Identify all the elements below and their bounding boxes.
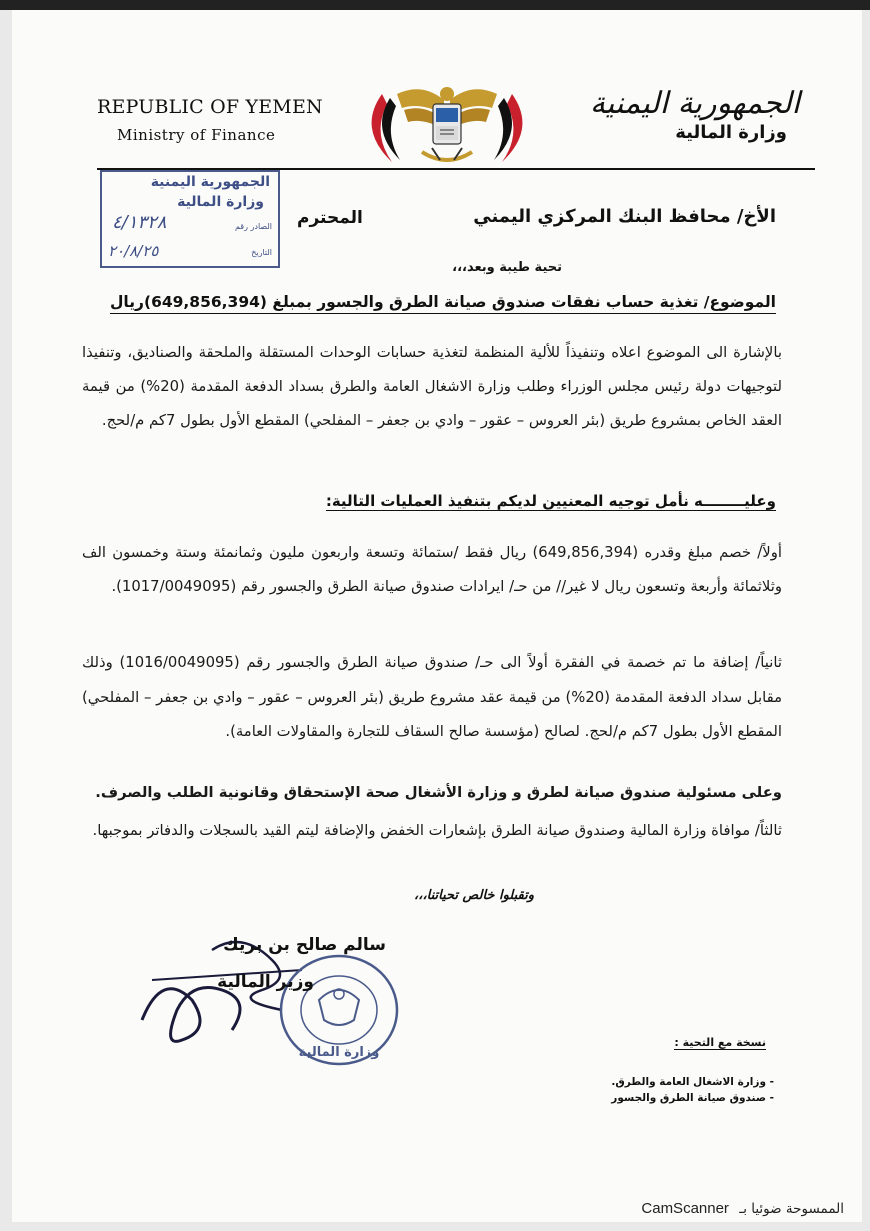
greeting: تحية طيبة وبعد،،، <box>452 260 562 275</box>
stamp-date-value: ٢٠/٨/٢٥ <box>108 242 159 260</box>
signatory-name: سالم صالح بن بريك <box>223 935 386 955</box>
eagle-emblem-icon <box>352 74 542 174</box>
responsibility-note: وعلى مسئولية صندوق صيانة لطرق و وزارة الأشغال صحة الإستحقاق وقانونية الطلب والصرف. <box>95 784 782 801</box>
honorific: المحترم <box>297 208 363 228</box>
scanner-brand: CamScanner <box>641 1200 729 1217</box>
stamp-number-value: ٤/١٣٢٨ <box>112 212 167 233</box>
letterhead-en-subtitle: Ministry of Finance <box>117 126 276 144</box>
item-first: أولاً/ خصم مبلغ وقدره (649,856,394) ريال فقط /ستمائة وتسعة واربعون مليون وثمانمئة وستة وخمسون الف وثلاثمائة وأربعة وتسعون ريال لا غير// من حـ/ ايرادات صندوق صيانة الطرق والجسور رقم (1017/0049095). <box>82 544 782 595</box>
letterhead-ar-subtitle: وزارة المالية <box>675 122 787 143</box>
document-page <box>12 10 862 1222</box>
stamp-line-1: الجمهورية اليمنية <box>150 174 270 190</box>
cc-item: - وزارة الاشغال العامة والطرق. <box>611 1076 774 1088</box>
top-edge <box>0 0 870 10</box>
scanner-watermark <box>641 1200 844 1217</box>
closing-line: وتقبلوا خالص تحياتنا،،، <box>414 888 534 903</box>
item-second: ثانياً/ إضافة ما تم خصمة في الفقرة أولاً الى حـ/ صندوق صيانة الطرق والجسور رقم (1016/0049095) وذلك مقابل سداد الدفعة المقدمة (20%) من قيمة عقد مشروع طريق (بئر العروس – عقور – وادي بن جعفر – المفلحي) المقطع الأول بطول 7كم م/لحج. لصالح (مؤسسة صالح السقاف للتجارة والمقاولات العامة). <box>82 654 782 740</box>
addressee: الأخ/ محافظ البنك المركزي اليمني <box>473 206 776 227</box>
stamp-line-2: وزارة المالية <box>177 194 264 210</box>
item-third: ثالثاً/ موافاة وزارة المالية وصندوق صيانة الطرق بإشعارات الخفض والإضافة ليتم القيد بالسجلات والدفاتر بموجبها. <box>92 822 782 839</box>
paragraph-intro: بالإشارة الى الموضوع اعلاه وتنفيذاً للألية المنظمة لتغذية حسابات الوحدات المستقلة والملحقة والصناديق، وتنفيذا لتوجيهات دولة رئيس مجلس الوزراء وطلب وزارة الاشغال العامة والطرق بسداد الدفعة المقدمة (20%) من قيمة العقد الخاص بمشروع طريق (بئر العروس – عقور – وادي بن جعفر – المفلحي) المقطع الأول بطول 7كم م/لحج. <box>82 344 782 429</box>
letterhead-en-title: REPUBLIC OF YEMEN <box>97 96 323 118</box>
scanner-text: الممسوحة ضوئيا بـ <box>739 1201 844 1217</box>
signatory-title: وزير المالية <box>217 972 314 992</box>
subject-line: الموضوع/ تغذية حساب نفقات صندوق صيانة الطرق والجسور بمبلغ (649,856,394)ريال <box>110 293 776 314</box>
cc-title: نسخة مع التحية : <box>674 1036 766 1049</box>
seal-text: وزارة المالية <box>298 1045 380 1060</box>
request-heading: وعليــــــــه نأمل توجيه المعنيين لديكم بتنفيذ العمليات التالية: <box>325 492 776 510</box>
incoming-stamp <box>100 170 280 268</box>
cc-item: - صندوق صيانة الطرق والجسور <box>611 1092 774 1104</box>
stamp-number-label: الصادر رقم <box>234 222 272 231</box>
letterhead-ar-title: الجمهورية اليمنية <box>589 86 800 121</box>
ministry-seal <box>274 950 404 1070</box>
stamp-date-label: التاريخ <box>251 248 272 257</box>
